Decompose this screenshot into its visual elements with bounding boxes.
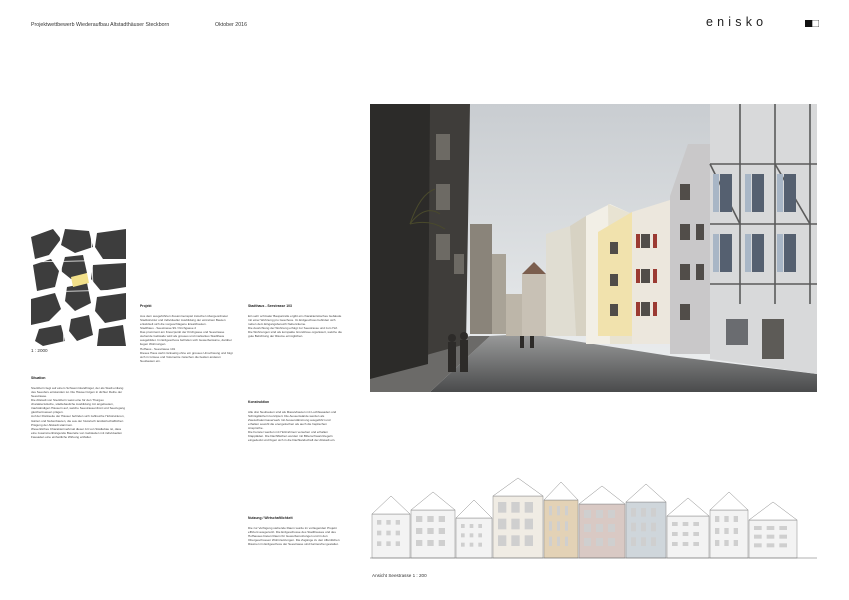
site-plan (31, 229, 126, 346)
elevation-house (749, 502, 797, 558)
brand-mark-icon (805, 20, 819, 27)
elevation-caption: Ansicht Seestrasse 1 : 200 (372, 573, 427, 578)
elevation-house (372, 496, 410, 558)
street-elevation (370, 466, 817, 570)
projekt-text: Aus dem ausgeführten Zusammenspiel zwischen übergeordneter Stadtstruktur und individueller Ausbildung der einzelnen Bauten entwickelt sich die vorgeschlagene Ersatzbauten. Stadthaus - Seestrasse 99 / Kirchgasse 2 Das prominent am Kreuzpunkt der Kirchgasse und Seestrasse stehende Gebäude wird als grosses und markantes Stadthaus ausgebildet. Im Erdgeschoss befinden sich Gewerberäume, darüber liegen Wohnungen. Hofhaus - Seestrasse 101 Dieses Haus steht rückseitig ohne ein grosses Umschwung und folgt sich in Grösse und Volumetrie zwischen die beiden anderen Neubauten ein. (140, 314, 233, 363)
konstruktion-text: Alle drei Neubauten sind als Massivbauten mit Lochfassaden und Schrägdächern konzipiert. Die Aussenwände werden als Zweischalenmauerwerk mit Aussendämmung ausgeführt und erhalten sowohl die energetischen als auch die haptischen Ansprüche. Die Fenster werden mit Holzrahmen versehen und erhalten Klappläden. Die Dachflächen werden mit Biberschwanzziegeln eingedeckt und fügen sich in die Dachlandschaft der Altstadt ein. (248, 410, 337, 443)
nutzung-heading: Nutzung / Wirtschaftlichkeit (248, 516, 293, 521)
situation-column (31, 372, 127, 584)
elevation-house (667, 498, 709, 558)
elevation-house (710, 492, 748, 558)
nutzung-column (248, 512, 342, 582)
stadthaus-text: Ein sehr schmaler Bauparzelle ergibt ein charakteristisches Gebäude mit einer Wohnung pro Geschoss. Im Erdgeschoss befinden sich neben dem Eingangsbereich Nebenräume. Die Ausrichtung der Wohnung erfolgt zur Seestrasse und zum Hof. Die Wohnungen sind als kompakte Grundrisse organisiert, welche die gute Belichtung der Räume ermöglichen. (248, 314, 342, 339)
elevation-house (544, 482, 578, 558)
stadthaus-column (248, 300, 342, 390)
elevation-house (456, 500, 492, 558)
project-title: Projektwettbewerb Wiederaufbau Altstadthäuser Steckborn (31, 22, 170, 28)
situation-heading: Situation (31, 376, 46, 381)
projekt-heading: Projekt (140, 304, 152, 309)
elevation-house (579, 486, 625, 558)
street-rendering (370, 104, 817, 392)
site-plan-scale: 1 : 2000 (31, 348, 48, 353)
date-label: Oktober 2016 (215, 22, 248, 28)
elevation-house (493, 478, 543, 558)
stadthaus-heading: Stadthaus - Seestrasse 103 (248, 304, 292, 309)
elevation-house (411, 492, 455, 558)
situation-text: Steckborn liegt auf einem Schwemmlandhügel, der als Stadt entlang des Seeufers entstanden ist. Die Häuser folgen in dichter Reihe der Seestrasse. Die Altstadt von Steckborn weist eine für den Thurgau charakteristische, städtebauliche Ausbildung mit angebauten, traufständigen Häusern auf, welche Seestrassenfront und Seezugang gleichermassen prägen. Auf der Rückseite der Häuser befinden sich zahlreiche Hofstrukturen, Gärten und Nebenbauten, die aus der historisch landwirtschaftlichen Prägung der Altstadt stammen. Wesentliches Charaktermerkmal dieser Art von Städtebau ist, dass eine zusammenhängende Bauzeile von Gebäuden mit individuellen Fassaden eine einheitliche Wirkung entfaltet. (31, 386, 126, 439)
nutzung-text: Die zur Verfügung stehende Raum wurde im vorliegenden Projekt effizient ausgenutzt. Die Erdgeschosse des Stadthauses und des Hofhauses bieten Raum für Gewerbenutzungen und in den Obergeschossen Wohnnutzungen. Die Zugänge zu den öffentlichen Räumen im Erdgeschoss der Seestrasse sind barrierefrei gestaltet. (248, 526, 340, 547)
konstruktion-heading: Konstruktion (248, 400, 270, 405)
projekt-column (140, 300, 234, 584)
brand-logo: enisko (706, 15, 768, 29)
elevation-house (626, 484, 666, 558)
konstruktion-column (248, 396, 342, 480)
